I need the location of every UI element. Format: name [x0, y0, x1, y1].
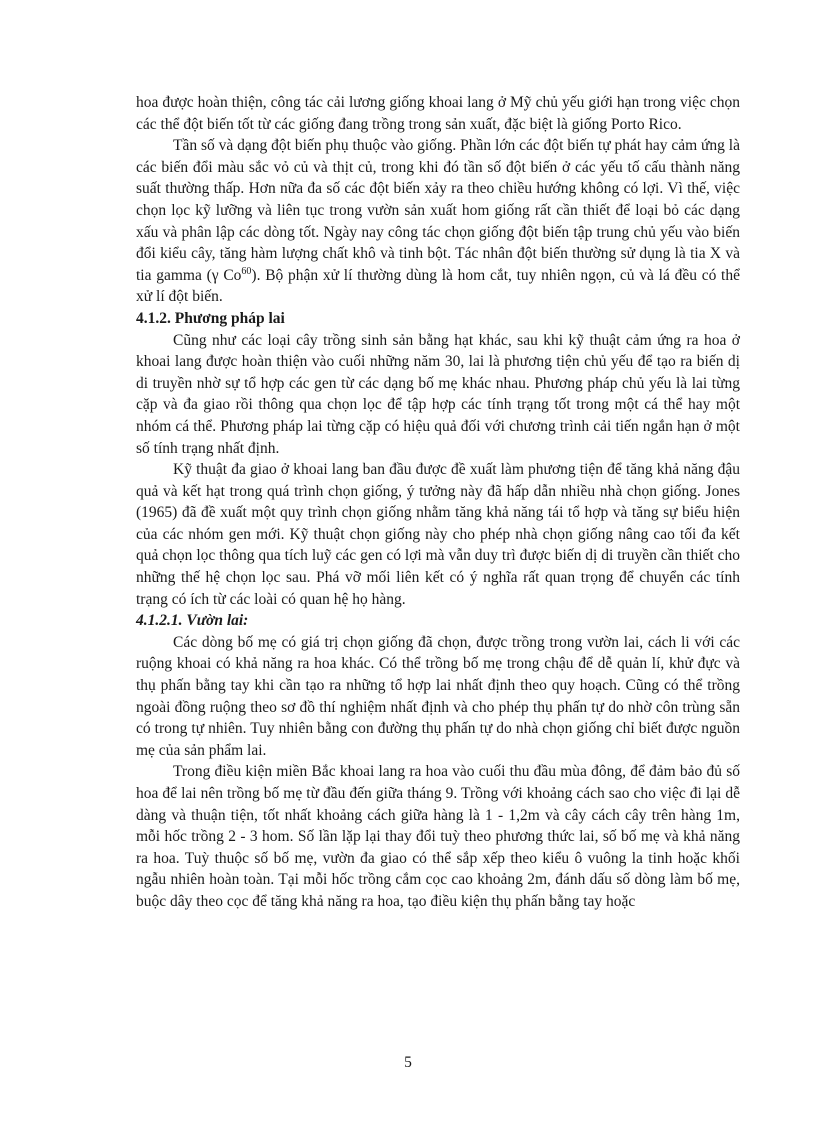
paragraph-continuation: hoa được hoàn thiện, công tác cải lương giống khoai lang ở Mỹ chủ yếu giới hạn trong việc chọn các thể đột biến tốt từ các giống đang trồng trong sản xuất, đặc biệt là giống Porto Rico. [136, 94, 740, 133]
paragraph-text: Tần số và dạng đột biến phụ thuộc vào giống. Phần lớn các đột biến tự phát hay cảm ứng là các biến đổi màu sắc vỏ củ và thịt củ, trong khi đó tần số đột biến ở các yếu tố cấu thành năng suất thường thấp. Hơn nữa đa số các đột biến xảy ra theo chiều hướng không có lợi. Vì thế, việc chọn lọc kỹ lưỡng và liên tục trong vườn sản xuất hom giống rất cần thiết để loại bỏ các dạng xấu và phân lập các dòng tốt. Ngày nay công tác chọn giống đột biến tập trung chủ yếu vào biến đổi kiểu cây, tăng hàm lượng chất khô và tinh bột. Tác nhân đột biến thường sử dụng là tia X và tia gamma (γ Co [136, 137, 740, 284]
page-body [136, 92, 740, 913]
page-number: 5 [404, 1054, 412, 1071]
paragraph-planting-conditions: Trong điều kiện miền Bắc khoai lang ra hoa vào cuối thu đầu mùa đông, để đảm bảo đủ số hoa để lai nên trồng bố mẹ từ đầu đến giữa tháng 9. Trồng với khoảng cách sao cho việc đi lại dễ dàng và thuận tiện, tốt nhất khoảng cách giữa hàng là 1 - 1,2m và cây cách cây trên hàng 1m, mỗi hốc trồng 2 - 3 hom. Số lần lặp lại thay đổi tuỳ theo phương thức lai, số bố mẹ và khả năng ra hoa. Tuỳ thuộc số bố mẹ, vườn đa giao có thể sắp xếp theo kiểu ô vuông la tinh hoặc khối ngẫu nhiên hoàn toàn. Tại mỗi hốc trồng cắm cọc cao khoảng 2m, đánh dấu số dòng làm bố mẹ, buộc dây theo cọc để tăng khả năng ra hoa, tạo điều kiện thụ phấn bằng tay hoặc [136, 763, 740, 910]
paragraph-text: ). Bộ phận xử lí thường dùng là hom cắt, tuy nhiên ngọn, củ và lá đều có thể xử lí đột biến. [136, 266, 740, 306]
paragraph-crossing-garden: Các dòng bố mẹ có giá trị chọn giống đã chọn, được trồng trong vườn lai, cách li với các ruộng khoai có khả năng ra hoa khác. Có thể trồng bố mẹ trong chậu để dễ quản lí, khử đực và thụ phấn bằng tay khi cần tạo ra những tổ hợp lai nhất định theo quy hoạch. Cũng có thể trồng ngoài đồng ruộng theo sơ đồ thí nghiệm nhất định và cho phép thụ phấn tự do nhờ côn trùng sẵn có trong tự nhiên. Tuy nhiên bằng con đường thụ phấn tự do nhà chọn giống chỉ biết được nguồn mẹ của sản phẩm lai. [136, 633, 740, 759]
subsection-heading-4-1-2-1: 4.1.2.1. Vườn lai: [136, 612, 249, 630]
paragraph-mutation-frequency [136, 135, 740, 308]
section-heading-4-1-2: 4.1.2. Phương pháp lai [136, 309, 285, 327]
paragraph-polycross: Kỹ thuật đa giao ở khoai lang ban đầu được đề xuất làm phương tiện để tăng khả năng đậu quả và kết hạt trong quá trình chọn giống, ý tưởng này đã hấp dẫn nhiều nhà chọn giống. Jones (1965) đã đề xuất một quy trình chọn giống nhằm tăng khả năng tái tổ hợp và tăng sự biểu hiện của các nhóm gen mới. Kỹ thuật chọn giống này cho phép nhà chọn giống nâng cao tối đa kết quả chọn lọc thông qua tích luỹ các gen có lợi mà vẫn duy trì được biến dị di truyền cần thiết cho những thế hệ chọn lọc sau. Phá vỡ mối liên kết có ý nghĩa rất quan trọng để chuyển các tính trạng có ích từ các loài có quan hệ họ hàng. [136, 461, 740, 608]
paragraph-hybridization-intro: Cũng như các loại cây trồng sinh sản bằng hạt khác, sau khi kỹ thuật cảm ứng ra hoa ở khoai lang được hoàn thiện vào cuối những năm 30, lai là phương tiện chủ yếu để tạo ra biến dị di truyền nhờ sự tổ hợp các gen từ các dạng bố mẹ khác nhau. Phương pháp chủ yếu là lai từng cặp và đa giao rồi thông qua chọn lọc để tập hợp các tính trạng tốt trong một cá thể hay một nhóm cá thể. Phương pháp lai từng cặp có hiệu quả đối với chương trình cải tiến ngắn hạn ở một số tính trạng nhất định. [136, 331, 740, 457]
superscript-isotope: 60 [241, 265, 252, 277]
